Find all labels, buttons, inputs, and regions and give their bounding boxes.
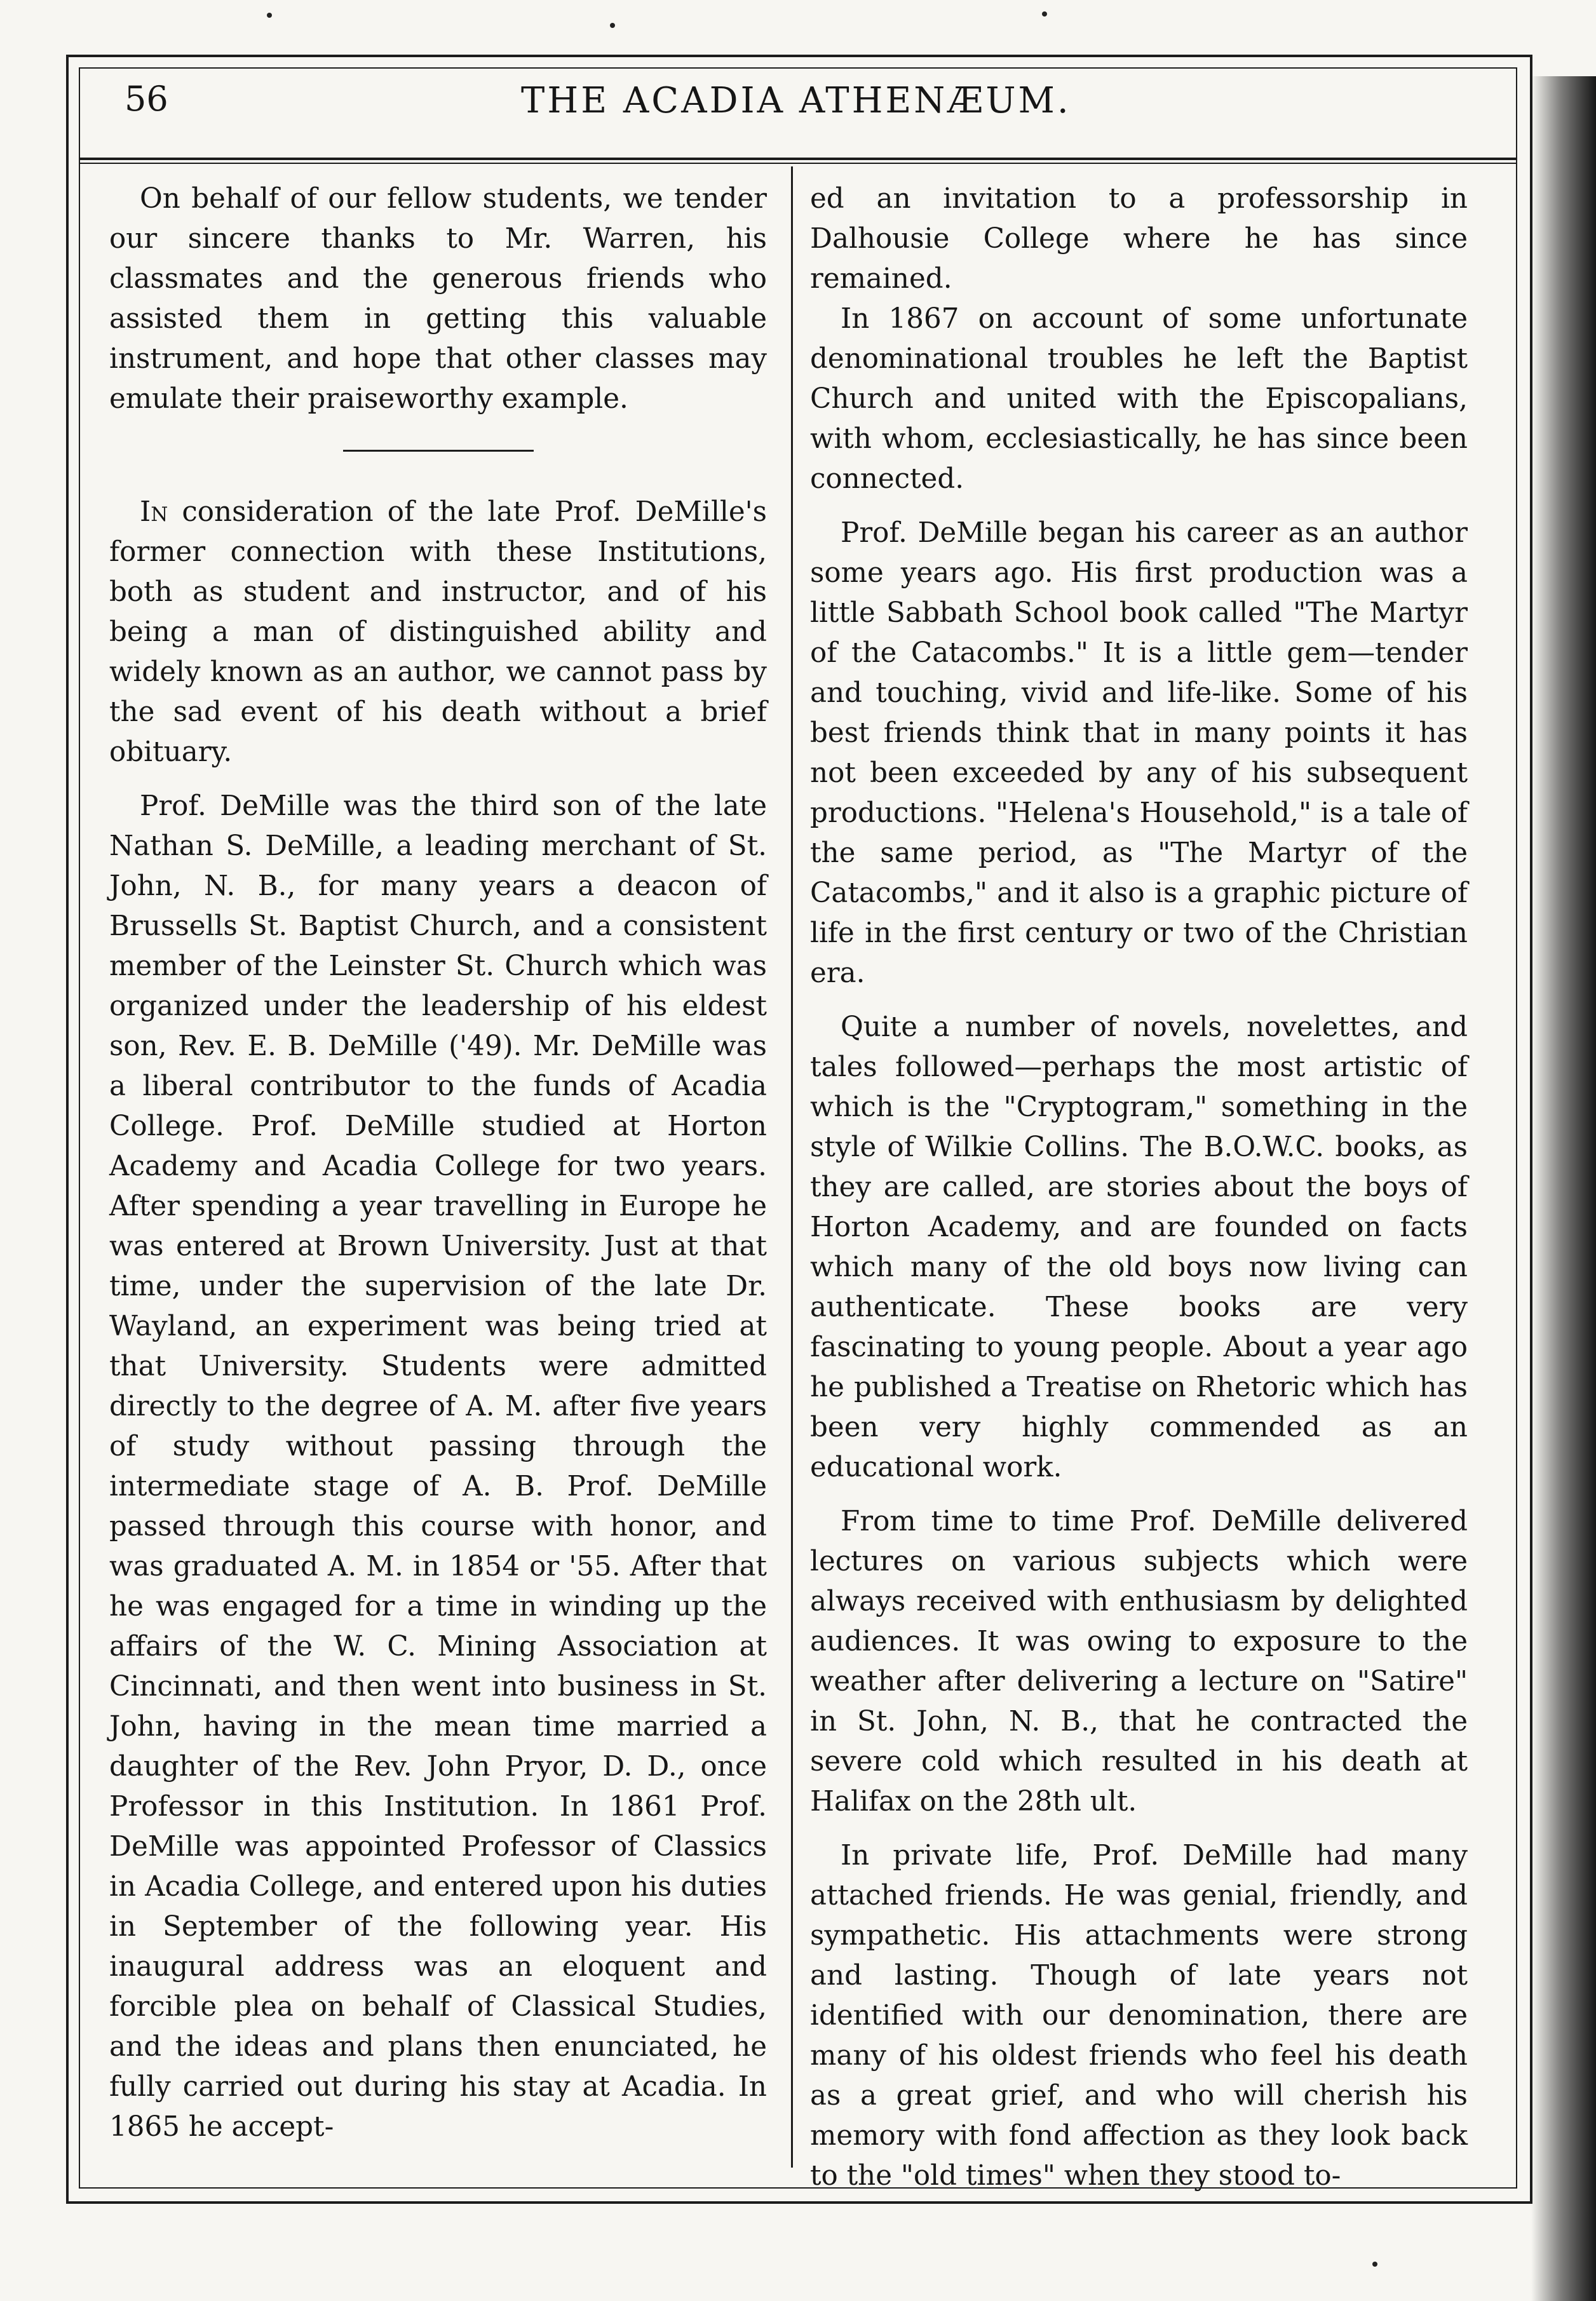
header-rule [79, 158, 1516, 160]
header-rule-thin [79, 163, 1516, 164]
obituary-intro-text: consideration of the late Prof. DeMille's former connection with these Institutions, both as student and instructor, and of his being a man of distinguished ability and widely known as an author, we cannot pass by the sad event of his death without a brief obituary. [109, 496, 767, 768]
biography-paragraph: Prof. DeMille was the third son of the late Nathan S. DeMille, a leading merchant of St. John, N. B., for many years a deacon of Brussells St. Baptist Church, and a consistent member of the Leinster St. Church which was organized under the leadership of his eldest son, Rev. E. B. DeMille ('49). Mr. DeMille was a liberal contributor to the funds of Acadia College. Prof. DeMille studied at Horton Academy and Acadia College for two years. After spending a year travelling in Europe he was entered at Brown University. Just at that time, under the supervision of the late Dr. Wayland, an experiment was being tried at that University. Students were admitted directly to the degree of A. M. after five years of study without passing through the intermediate stage of A. B. Prof. DeMille passed through this course with honor, and was graduated A. M. in 1854 or '55. After that he was engaged for a time in winding up the affairs of the W. C. Mining Association at Cincinnati, and then went into business in St. John, having in the mean time married a daughter of the Rev. John Pryor, D. D., once Professor in this Institution. In 1861 Prof. DeMille was appointed Professor of Classics in Acadia College, and entered upon his duties in September of the following year. His inaugural address was an eloquent and forcible plea on behalf of Classical Studies, and the ideas and plans then enunciated, he fully carried out during his stay at Acadia. In 1865 he accept- [109, 790, 767, 2143]
novels-paragraph: Quite a number of novels, novelettes, and tales followed—perhaps the most artistic of which is the "Cryptogram," something in the style of Wilkie Collins. The B.O.W.C. books, as they are called, are stories about the boys of Horton Academy, and are founded on facts which many of the old boys now living can authenticate. These books are very fascinating to young people. About a year ago he published a Treatise on Rhetoric which has been very highly commended as an educational work. [810, 1011, 1468, 1483]
running-title: THE ACADIA ATHENÆUM. [521, 80, 1071, 121]
thanks-paragraph: On behalf of our fellow students, we tender our sincere thanks to Mr. Warren, his classmates and the generous friends who assisted them in getting this valuable instrument, and hope that other classes may emulate their praiseworthy example. [109, 183, 767, 415]
right-column [810, 179, 1468, 2196]
denomination-paragraph: In 1867 on account of some unfortunate denominational troubles he left the Baptist Church and united with the Episcopalians, with whom, ecclesiastically, he has since been connected. [810, 303, 1468, 495]
section-divider [343, 450, 534, 452]
scan-speck [1042, 11, 1047, 17]
lectures-paragraph: From time to time Prof. DeMille delivered lectures on various subjects which were always received with enthusiasm by delighted audiences. It was owing to exposure to the weather after delivering a lecture on "Satire" in St. John, N. B., that he contracted the severe cold which resulted in his death at Halifax on the 28th ult. [810, 1506, 1468, 1818]
drop-lead-word: In [140, 496, 168, 528]
scan-speck [267, 13, 272, 18]
obituary-intro-paragraph [109, 492, 767, 773]
author-career-paragraph: Prof. DeMille began his career as an author some years ago. His first production was a little Sabbath School book called "The Martyr of the Catacombs." It is a little gem—tender and touching, vivid and life-like. Some of his best friends think that in many points it has not been exceeded by any of his subsequent productions. "Helena's Household," is a tale of the same period, as "The Martyr of the Catacombs," and it also is a graphic picture of life in the first century or two of the Christian era. [810, 517, 1468, 989]
scan-speck [1372, 2262, 1377, 2267]
left-column [109, 179, 767, 2147]
scan-speck [610, 23, 615, 28]
private-life-paragraph: In private life, Prof. DeMille had many attached friends. He was genial, friendly, and sympathetic. His attachments were strong and lasting. Though of late years not identified with our denomination, there are many of his oldest friends who feel his death as a great grief, and who will cherish his memory with fond affection as they look back to the "old times" when they stood to- [810, 1840, 1468, 2192]
page-number: 56 [125, 79, 168, 119]
continuation-paragraph: ed an invitation to a professorship in Dalhousie College where he has since remained. [810, 183, 1468, 295]
scan-edge-shadow [1531, 76, 1596, 2301]
column-divider [791, 166, 793, 2168]
